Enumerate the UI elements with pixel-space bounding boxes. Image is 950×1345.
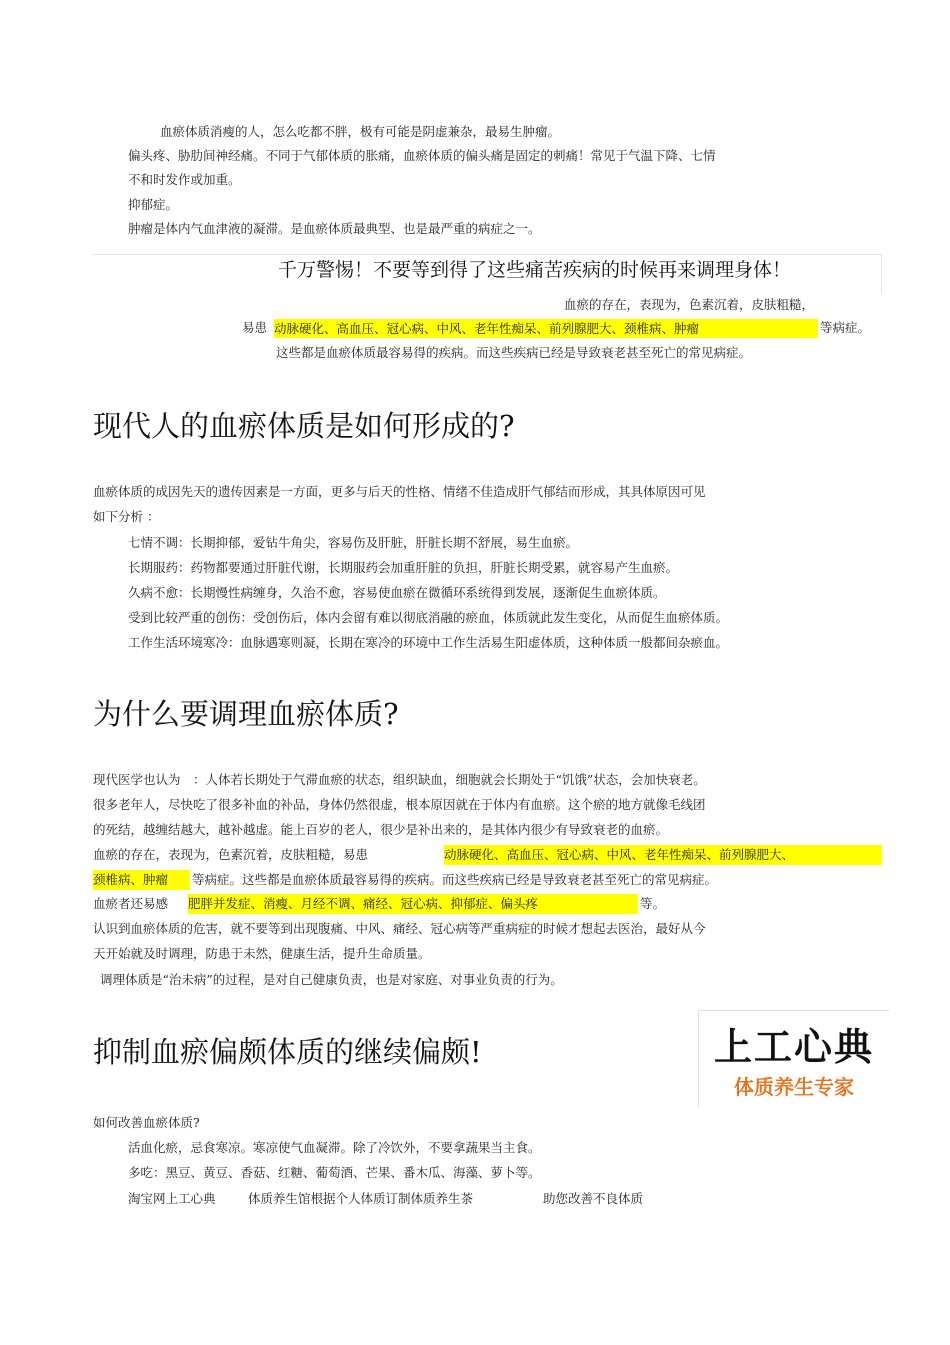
intro-line-3: 不和时发作或加重。 [128, 172, 241, 187]
section3-question: 如何改善血瘀体质? [93, 1115, 200, 1130]
brand-logo-tagline: 体质养生专家 [734, 1075, 854, 1099]
brand-logo-name: 上工心典 [713, 1025, 874, 1069]
warning-suffix: 等病症。 [820, 320, 871, 335]
section2-disease-highlight-2: 颈椎病、肿瘤 [93, 870, 190, 890]
section3-heading: 抑制血瘀偏颇体质的继续偏颇! [93, 1035, 482, 1069]
warning-box-border-right [881, 254, 882, 294]
section1-heading: 现代人的血瘀体质是如何形成的? [93, 409, 515, 443]
warning-title: 千万警惕！不要等到得了这些痛苦疾病的时候再来调理身体！ [278, 259, 792, 281]
warning-box-border [92, 254, 882, 255]
section2-line-2: 很多老年人，尽快吃了很多补血的补品，身体仍然很虚，根本原因就在于体内有血瘀。这个瘀的地方就像毛线团 [93, 797, 706, 812]
section2-line-9: 调理体质是“治未病”的过程，是对自己健康负责，也是对家庭、对事业负责的行为。 [100, 972, 563, 987]
section1-item: 工作生活环境寒冷：血脉遇寒则凝，长期在寒冷的环境中工作生活易生阳虚体质，这种体质一般都间杂瘀血。 [128, 635, 729, 650]
section2-line-8: 天开始就及时调理，防患于未然，健康生活，提升生命质量。 [93, 946, 431, 961]
intro-line-1: 血瘀体质消瘦的人，怎么吃都不胖，极有可能是阴虚兼杂，最易生肿瘤。 [160, 124, 561, 139]
section3-line-2: 多吃：黑豆、黄豆、香菇、红糖、葡萄酒、芒果、番木瓜、海藻、萝卜等。 [128, 1165, 541, 1180]
section1-item: 久病不愈：长期慢性病缠身，久治不愈，容易使血瘀在微循环系统得到发展，逐渐促生血瘀体质。 [128, 585, 666, 600]
intro-line-5: 肿瘤是体内气血津液的凝滞。是血瘀体质最典型、也是最严重的病症之一。 [128, 221, 541, 236]
section1-item: 长期服药：药物都要通过肝脏代谢，长期服药会加重肝脏的负担，肝脏长期受累，就容易产生血瘀。 [128, 560, 679, 575]
section3-line-1: 活血化瘀，忌食寒凉。寒凉使气血凝滞。除了冷饮外，不要拿蔬果当主食。 [128, 1140, 541, 1155]
section2-symptom-highlight: 肥胖并发症、消瘦、月经不调、痛经、冠心病、抑郁症、偏头疼 [188, 894, 638, 914]
section3-shop-desc: 体质养生馆根据个人体质订制体质养生茶 [248, 1191, 474, 1206]
warning-prefix: 易患 [242, 320, 268, 335]
section2-disease-highlight-1: 动脉硬化、高血压、冠心病、中风、老年性痴呆、前列腺肥大、 [444, 845, 882, 865]
section1-item: 七情不调：长期抑郁，爱钻牛角尖，容易伤及肝脏，肝脏长期不舒展，易生血瘀。 [128, 535, 579, 550]
section2-heading: 为什么要调理血瘀体质? [93, 697, 399, 731]
section1-paragraph-1: 血瘀体质的成因先天的遗传因素是一方面，更多与后天的性格、情绪不佳造成肝气郁结而形成，其具体原因可见 [93, 484, 706, 499]
section1-paragraph-2: 如下分析 ： [93, 509, 160, 524]
section2-line-1: 现代医学也认为 ：人体若长期处于气滞血瘀的状态，组织缺血，细胞就会长期处于“饥饿”状态，会加快衰老。 [93, 772, 706, 787]
section2-line-4-prefix: 血瘀的存在，表现为，色素沉着，皮肤粗糙，易患 [93, 847, 369, 862]
section1-item: 受到比较严重的创伤：受创伤后，体内会留有难以彻底消融的瘀血，体质就此发生变化，从而促生血瘀体质。 [128, 610, 729, 625]
section2-line-3: 的死结，越缠结越大，越补越虚。能上百岁的老人，很少是补出来的，是其体内很少有导致衰老的血瘀。 [93, 822, 669, 837]
warning-last-line: 这些都是血瘀体质最容易得的疾病。而这些疾病已经是导致衰老甚至死亡的常见病症。 [276, 345, 752, 360]
warning-disease-highlight: 动脉硬化、高血压、冠心病、中风、老年性痴呆、前列腺肥大、颈椎病、肿瘤 [274, 319, 818, 338]
intro-line-4: 抑郁症。 [128, 197, 179, 212]
warning-subline: 血瘀的存在，表现为，色素沉着，皮肤粗糙， [564, 297, 815, 312]
section2-line-6-suffix: 等。 [640, 896, 666, 911]
section3-shop-name: 淘宝网上工心典 [128, 1191, 216, 1206]
brand-logo [698, 1010, 889, 1107]
section2-line-7: 认识到血瘀体质的危害，就不要等到出现腹痛、中风、痛经、冠心病等严重病症的时候才想起去医治，最好从今 [93, 921, 706, 936]
section2-line-5-suffix: 等病症。这些都是血瘀体质最容易得的疾病。而这些疾病已经是导致衰老甚至死亡的常见病症。 [192, 872, 718, 887]
section2-line-6-prefix: 血瘀者还易感 [93, 896, 169, 911]
intro-line-2: 偏头疼、胁肋间神经痛。不同于气郁体质的胀痛，血瘀体质的偏头痛是固定的刺痛！常见于气温下降、七情 [128, 148, 716, 163]
section3-shop-benefit: 助您改善不良体质 [543, 1191, 644, 1206]
